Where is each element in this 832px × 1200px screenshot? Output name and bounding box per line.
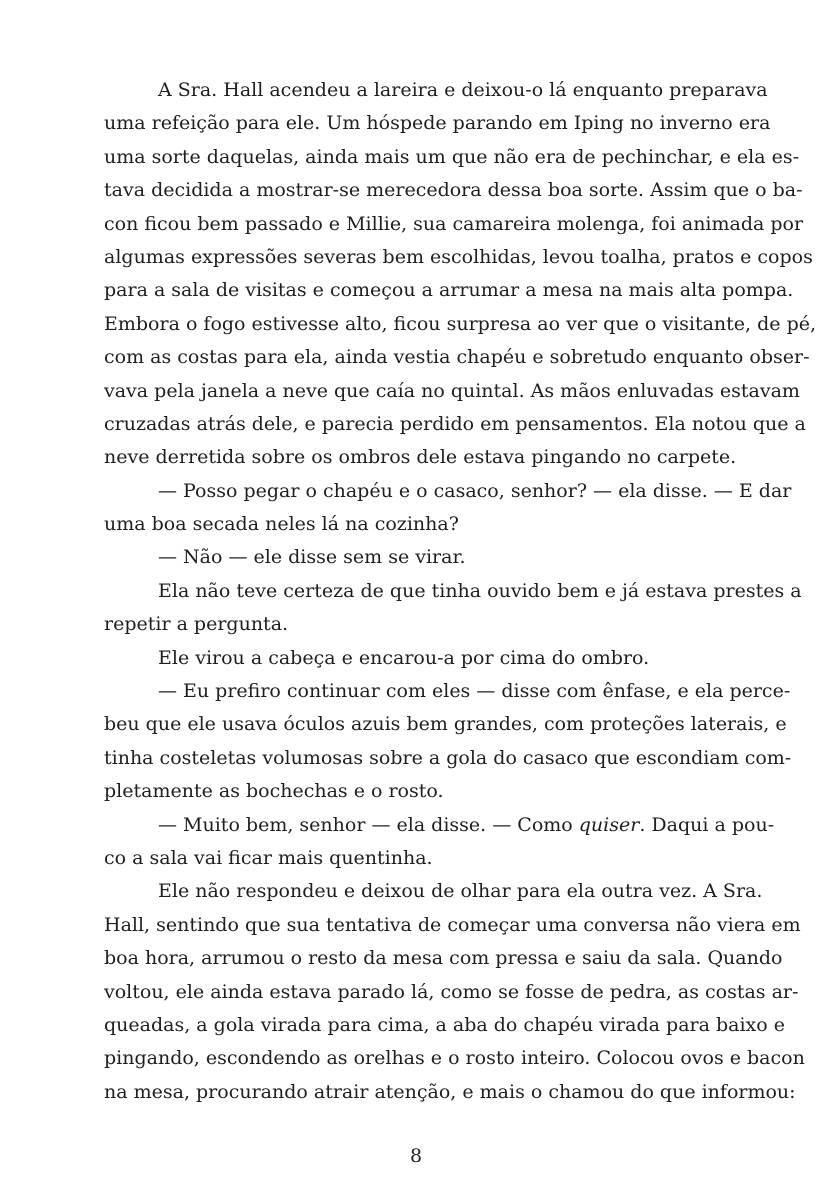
text-line: pletamente as bochechas e o rosto. bbox=[104, 780, 444, 803]
text-line: — Posso pegar o chapéu e o casaco, senhor? — ela disse. — E dar bbox=[158, 479, 792, 502]
paragraph-7 bbox=[104, 809, 775, 876]
text-line bbox=[104, 809, 775, 842]
text-line: queadas, a gola virada para cima, a aba do chapéu virada para baixo e bbox=[104, 1013, 785, 1036]
text-line: uma boa secada neles lá na cozinha? bbox=[104, 513, 459, 536]
text-line: Ela não teve certeza de que tinha ouvido bem e já estava prestes a bbox=[158, 579, 802, 602]
paragraph-4 bbox=[104, 575, 802, 642]
text-line: cruzadas atrás dele, e parecia perdido em pensamentos. Ela notou que a bbox=[104, 412, 806, 435]
text-line: Ele não respondeu e deixou de olhar para ela outra vez. A Sra. bbox=[158, 880, 763, 903]
page-number: 8 bbox=[409, 1145, 423, 1167]
paragraph-5 bbox=[104, 642, 730, 675]
book-page-body bbox=[104, 74, 817, 1109]
text-line: algumas expressões severas bem escolhidas, levou toalha, pratos e copos bbox=[104, 245, 813, 268]
paragraph-1 bbox=[104, 74, 817, 475]
paragraph-3 bbox=[104, 541, 730, 574]
text-run: . Daqui a pou- bbox=[639, 813, 775, 836]
text-line: neve derretida sobre os ombros dele estava pingando no carpete. bbox=[104, 446, 737, 469]
text-line: pingando, escondendo as orelhas e o rosto inteiro. Colocou ovos e bacon bbox=[104, 1047, 805, 1070]
text-line: repetir a pergunta. bbox=[104, 613, 289, 636]
text-line: A Sra. Hall acendeu a lareira e deixou-o lá enquanto preparava bbox=[158, 79, 768, 101]
italic-word: quiser bbox=[578, 813, 640, 836]
text-line: co a sala vai ficar mais quentinha. bbox=[104, 846, 433, 869]
text-line: vava pela janela a neve que caía no quintal. As mãos enluvadas estavam bbox=[104, 379, 800, 402]
text-line: Embora o fogo estivesse alto, ficou surpresa ao ver que o visitante, de pé, bbox=[104, 312, 817, 335]
text-line: tava decidida a mostrar-se merecedora dessa boa sorte. Assim que o ba- bbox=[104, 179, 803, 202]
text-line: uma refeição para ele. Um hóspede parando em Iping no inverno era bbox=[104, 112, 771, 135]
text-line: con ficou bem passado e Millie, sua camareira molenga, foi animada por bbox=[104, 212, 804, 235]
text-line: voltou, ele ainda estava parado lá, como se fosse de pedra, as costas ar- bbox=[104, 980, 799, 1003]
text-line: com as costas para ela, ainda vestia chapéu e sobretudo enquanto obser- bbox=[104, 346, 810, 369]
paragraph-6 bbox=[104, 675, 792, 809]
text-line: boa hora, arrumou o resto da mesa com pressa e saiu da sala. Quando bbox=[104, 947, 783, 970]
text-line: Hall, sentindo que sua tentativa de começar uma conversa não viera em bbox=[104, 913, 801, 936]
text-run: — Muito bem, senhor — ela disse. — Como bbox=[158, 813, 579, 836]
paragraph-8 bbox=[104, 875, 805, 1109]
text-line: Ele virou a cabeça e encarou-a por cima do ombro. bbox=[158, 646, 650, 669]
text-line: tinha costeletas volumosas sobre a gola do casaco que escondiam com- bbox=[104, 746, 792, 769]
text-line: na mesa, procurando atrair atenção, e mais o chamou do que informou: bbox=[104, 1080, 796, 1103]
text-line: uma sorte daquelas, ainda mais um que não era de pechinchar, e ela es- bbox=[104, 145, 799, 168]
text-line: para a sala de visitas e começou a arrumar a mesa na mais alta pompa. bbox=[104, 279, 794, 302]
text-line: — Não — ele disse sem se virar. bbox=[158, 546, 466, 569]
paragraph-2 bbox=[104, 475, 792, 542]
text-line: beu que ele usava óculos azuis bem grandes, com proteções laterais, e bbox=[104, 713, 787, 736]
text-line: — Eu prefiro continuar com eles — disse com ênfase, e ela perce- bbox=[158, 680, 791, 703]
